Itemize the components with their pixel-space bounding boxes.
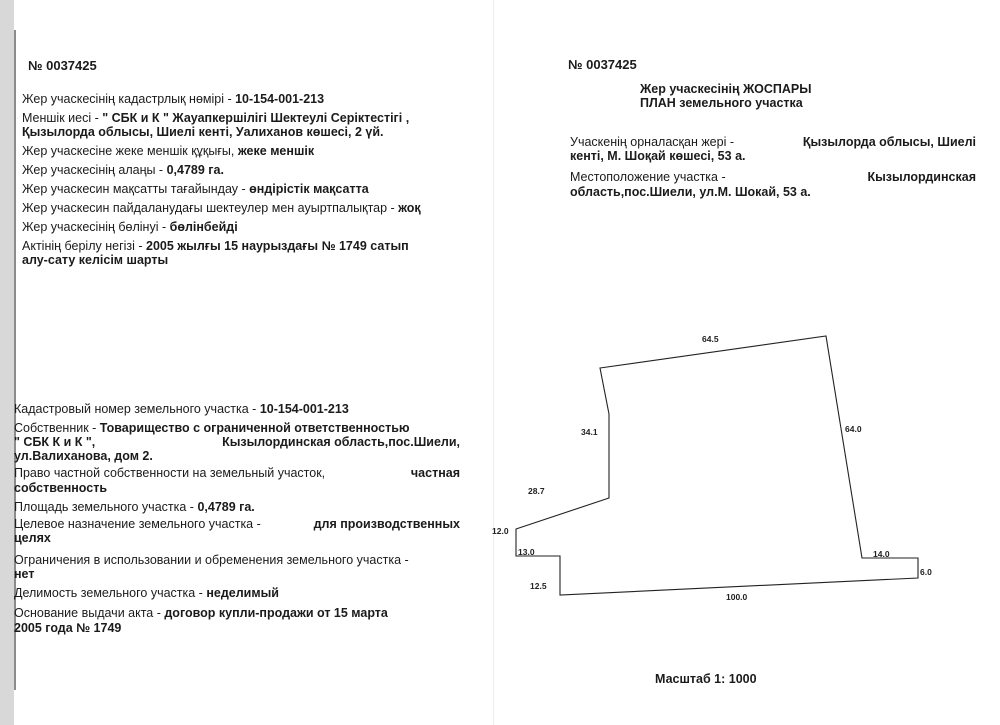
ru-basis-value-1: договор купли-продажи от 15 марта — [164, 606, 388, 620]
ru-owner-value-2b: Кызылординская область,пос.Шиели, — [222, 435, 460, 449]
location-ru-label: Местоположение участка - — [570, 170, 726, 184]
ru-owner-label: Собственник - — [14, 421, 100, 435]
plan-scale: Масштаб 1: 1000 — [655, 672, 757, 686]
kz-divisibility-value: бөлінбейді — [169, 220, 238, 234]
ru-basis-label: Основание выдачи акта - — [14, 606, 165, 620]
ru-divisibility-label: Делимость земельного участка - — [14, 586, 207, 600]
kz-purpose-label: Жер учаскесин мақсатты тағайындау - — [22, 182, 250, 196]
kz-owner-value-1: " СБК и К " Жауапкершілігі Шектеулі Серіктестігі , — [102, 111, 410, 125]
ru-divisibility-line — [14, 586, 279, 601]
location-kz-line-1 — [570, 135, 976, 150]
binding-edge — [0, 0, 14, 725]
kz-right-label: Жер учаскесіне жеке меншік құқығы, — [22, 144, 238, 158]
kz-right-line — [22, 144, 314, 159]
ru-cadastral-label: Кадастровый номер земельного участка - — [14, 402, 260, 416]
ru-restrictions-label: Ограничения в использовании и обременения земельного участка - — [14, 553, 409, 567]
dim-step-top: 28.7 — [528, 486, 545, 496]
kz-right-value: жеке меншік — [237, 144, 315, 158]
ru-purpose-value-2: целях — [14, 531, 51, 545]
kz-restrictions-line — [22, 201, 421, 216]
kz-area-value: 0,4789 га. — [166, 163, 224, 177]
ru-basis-value-2: 2005 года № 1749 — [14, 621, 122, 635]
ru-owner-line — [14, 421, 410, 436]
ru-area-label: Площадь земельного участка - — [14, 500, 198, 514]
dim-right: 64.0 — [845, 424, 862, 434]
location-kz-value-2: кенті, М. Шоқай көшесі, 53 а. — [570, 149, 746, 163]
ru-cadastral-value: 10-154-001-213 — [259, 402, 349, 416]
kz-basis-value-2: алу-сату келісім шарты — [22, 253, 169, 267]
kz-restrictions-value: жоқ — [398, 201, 421, 215]
ru-right-label: Право частной собственности на земельный участок, — [14, 466, 326, 480]
kz-area-line — [22, 163, 224, 178]
ru-purpose-value-1: для производственных — [313, 517, 460, 531]
plan-title-kz: Жер учаскесінің ЖОСПАРЫ — [640, 82, 812, 96]
kz-owner-label: Меншік иесі - — [22, 111, 103, 125]
kz-restrictions-label: Жер учаскесин пайдаланудағы шектеулер мен ауыртпалықтар - — [22, 201, 399, 215]
kz-divisibility-line — [22, 220, 238, 235]
dim-notch-top: 13.0 — [518, 547, 535, 557]
kz-purpose-value: өндірістік мақсатта — [249, 182, 369, 196]
ru-owner-value-3: ул.Валиханова, дом 2. — [14, 449, 153, 463]
ru-area-line — [14, 500, 255, 515]
ru-restrictions-value: нет — [14, 567, 35, 581]
kz-basis-line — [22, 239, 409, 254]
ru-area-value: 0,4789 га. — [197, 500, 255, 514]
kz-area-label: Жер учаскесінің алаңы - — [22, 163, 167, 177]
doc-number-right: № 0037425 — [568, 57, 637, 72]
kz-purpose-line — [22, 182, 369, 197]
ru-cadastral-line — [14, 402, 349, 417]
ru-purpose-label: Целевое назначение земельного участка - — [14, 517, 261, 531]
ru-divisibility-value: неделимый — [206, 586, 279, 600]
location-ru-value-1: Кызылординская — [867, 170, 976, 184]
dim-upper-left: 34.1 — [581, 427, 598, 437]
plan-title-ru: ПЛАН земельного участка — [640, 96, 803, 110]
location-ru-line-1 — [570, 170, 976, 185]
dim-top: 64.5 — [702, 334, 719, 344]
dim-right-notch-side: 6.0 — [920, 567, 932, 577]
kz-divisibility-label: Жер учаскесінің бөлінуі - — [22, 220, 170, 234]
kz-basis-value-1: 2005 жылғы 15 наурыздағы № 1749 сатып — [146, 239, 409, 253]
location-kz-label: Учаскенің орналасқан жері - — [570, 135, 735, 149]
ru-right-value-2: собственность — [14, 481, 108, 495]
kz-cadastral-line — [22, 92, 324, 107]
ru-right-line — [14, 466, 460, 481]
land-plot-plan — [470, 320, 990, 620]
dim-step-left: 12.0 — [492, 526, 509, 536]
plot-boundary — [516, 336, 918, 595]
dim-notch-left: 12.5 — [530, 581, 547, 591]
ru-owner-value-1: Товарищество с ограниченной ответственностью — [99, 421, 410, 435]
ru-basis-line — [14, 606, 388, 621]
location-ru-value-2: область,пос.Шиели, ул.М. Шокай, 53 а. — [570, 185, 811, 199]
dim-right-notch-top: 14.0 — [873, 549, 890, 559]
ru-purpose-line — [14, 517, 460, 532]
kz-owner-line — [22, 111, 409, 126]
location-kz-value-1: Қызылорда облысы, Шиелі — [802, 135, 976, 149]
kz-cadastral-label: Жер учаскесінің кадастрлық нөмірі - — [22, 92, 236, 106]
kz-basis-label: Актінің берілу негізі - — [22, 239, 147, 253]
dim-bottom: 100.0 — [726, 592, 748, 602]
kz-cadastral-value: 10-154-001-213 — [235, 92, 325, 106]
kz-owner-value-2: Қызылорда облысы, Шиелі кенті, Уалиханов көшесі, 2 үй. — [22, 125, 384, 139]
ru-right-value-1: частная — [410, 466, 460, 480]
ru-owner-value-2a: " СБК К и К ", — [14, 435, 96, 449]
ru-owner-line-2 — [14, 435, 460, 450]
doc-number-left: № 0037425 — [28, 58, 97, 73]
